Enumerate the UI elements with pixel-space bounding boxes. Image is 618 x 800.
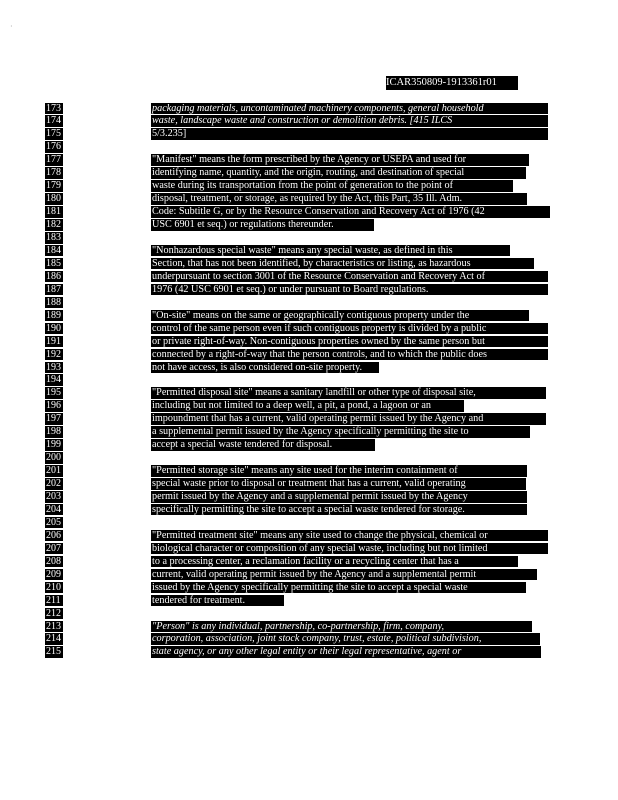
line-number: 176 <box>46 141 61 153</box>
line-text: impoundment that has a current, valid operating permit issued by the Agency and <box>151 413 546 425</box>
line-text: identifying name, quantity, and the origin, routing, and destination of special <box>151 167 526 179</box>
document-line <box>0 180 618 192</box>
line-text: disposal, treatment, or storage, as required by the Act, this Part, 35 Ill. Adm. <box>151 193 527 205</box>
line-number: 202 <box>46 478 61 490</box>
line-number: 200 <box>46 452 61 464</box>
line-text: "Manifest" means the form prescribed by the Agency or USEPA and used for <box>151 154 529 166</box>
line-text: "Permitted treatment site" means any site used to change the physical, chemical or <box>151 530 548 542</box>
line-number: 205 <box>46 516 61 528</box>
line-number: 189 <box>46 309 61 321</box>
document-id-header: ICAR350809-1913361r01 <box>386 76 518 90</box>
line-number: 179 <box>46 180 61 192</box>
document-line <box>0 374 618 386</box>
document-line <box>0 310 618 322</box>
line-number: 215 <box>46 646 61 658</box>
line-number: 195 <box>46 387 61 399</box>
line-number: 204 <box>46 503 61 515</box>
document-line <box>0 232 618 244</box>
line-number: 181 <box>46 206 61 218</box>
document-line <box>0 452 618 464</box>
line-number: 178 <box>46 167 61 179</box>
line-text: underpursuant to section 3001 of the Resource Conservation and Recovery Act of <box>151 271 548 283</box>
line-number: 194 <box>46 374 61 386</box>
line-text: specifically permitting the site to accept a special waste tendered for storage. <box>151 504 527 516</box>
document-line <box>0 633 618 645</box>
line-number: 182 <box>46 219 61 231</box>
line-number: 191 <box>46 335 61 347</box>
line-text: Section, that has not been identified, by characteristics or listing, as hazardous <box>151 258 534 270</box>
line-text: a supplemental permit issued by the Agency specifically permitting the site to <box>151 426 530 438</box>
line-number: 177 <box>46 154 61 166</box>
document-line <box>0 582 618 594</box>
line-number: 203 <box>46 491 61 502</box>
document-line <box>0 530 618 542</box>
line-text: including but not limited to a deep well, a pit, a pond, a lagoon or an <box>151 400 464 412</box>
line-number: 211 <box>45 595 63 607</box>
document-line <box>0 128 618 140</box>
line-number: 193 <box>46 361 61 373</box>
document-line <box>0 413 618 425</box>
line-text: "Nonhazardous special waste" means any special waste, as defined in this <box>151 245 510 257</box>
document-line <box>0 141 618 153</box>
line-number: 198 <box>46 426 61 438</box>
line-number: 201 <box>46 465 61 477</box>
line-number: 213 <box>46 620 61 632</box>
document-line <box>0 167 618 179</box>
line-text: permit issued by the Agency and a supplemental permit issued by the Agency <box>151 491 527 503</box>
line-number: 190 <box>46 322 61 334</box>
line-text: 5/3.235] <box>151 128 548 140</box>
document-line <box>0 297 618 309</box>
line-text: Code: Subtitle G, or by the Resource Conservation and Recovery Act of 1976 (42 <box>151 206 550 218</box>
document-line <box>0 284 618 296</box>
line-number: 175 <box>46 128 61 140</box>
line-text: state agency, or any other legal entity or their legal representative, agent or <box>151 646 541 658</box>
line-text: tendered for treatment. <box>151 595 284 607</box>
document-line <box>0 491 618 503</box>
document-line <box>0 206 618 218</box>
document-line <box>0 646 618 658</box>
line-number: 173 <box>46 102 61 114</box>
line-number: 196 <box>46 400 61 412</box>
line-text: biological character or composition of any special waste, including but not limited <box>151 543 548 555</box>
line-text: "Permitted storage site" means any site used for the interim containment of <box>151 465 527 477</box>
document-line <box>0 271 618 283</box>
document-line <box>0 439 618 451</box>
line-text: 1976 (42 USC 6901 et seq.) or under pursuant to Board regulations. <box>151 284 548 296</box>
line-number: 186 <box>46 270 61 282</box>
document-line <box>0 387 618 399</box>
document-line <box>0 504 618 516</box>
line-text: waste during its transportation from the point of generation to the point of <box>151 180 513 192</box>
document-line <box>0 115 618 127</box>
line-text: current, valid operating permit issued by the Agency and a supplemental permit <box>151 569 537 581</box>
line-text: not have access, is also considered on-site property. <box>151 362 379 374</box>
document-line <box>0 336 618 348</box>
document-line <box>0 556 618 568</box>
line-number: 209 <box>46 568 61 580</box>
line-number: 199 <box>46 439 61 451</box>
document-line <box>0 621 618 633</box>
line-number: 174 <box>46 115 61 127</box>
line-number: 210 <box>46 581 61 593</box>
document-line <box>0 400 618 412</box>
line-text: "Permitted disposal site" means a sanitary landfill or other type of disposal site, <box>151 387 546 399</box>
line-number: 208 <box>46 555 61 567</box>
line-number: 187 <box>46 283 61 295</box>
document-line <box>0 103 618 115</box>
document-line <box>0 154 618 166</box>
line-text: "On-site" means on the same or geographically contiguous property under the <box>151 310 529 322</box>
document-line <box>0 478 618 490</box>
scan-speck: · <box>10 22 13 31</box>
line-number: 184 <box>46 244 61 256</box>
line-number: 185 <box>46 257 61 269</box>
line-text: issued by the Agency specifically permitting the site to accept a special waste <box>151 582 526 594</box>
document-line <box>0 349 618 361</box>
line-number: 188 <box>46 296 61 308</box>
line-text: or private right-of-way. Non-contiguous properties owned by the same person but <box>151 336 548 348</box>
document-line <box>0 517 618 529</box>
document-line <box>0 193 618 205</box>
document-line <box>0 569 618 581</box>
line-text: "Person" is any individual, partnership, co-partnership, firm, company, <box>151 621 532 633</box>
line-text: connected by a right-of-way that the person controls, and to which the public does <box>151 349 548 361</box>
line-text: to a processing center, a reclamation facility or a recycling center that has a <box>151 556 518 568</box>
document-line <box>0 608 618 620</box>
document-line <box>0 245 618 257</box>
line-number: 183 <box>46 232 61 243</box>
line-text: control of the same person even if such contiguous property is divided by a public <box>151 323 548 335</box>
line-text: accept a special waste tendered for disposal. <box>151 439 375 451</box>
line-number: 212 <box>46 607 61 619</box>
line-number: 207 <box>46 542 61 554</box>
line-text: USC 6901 et seq.) or regulations thereunder. <box>151 219 374 231</box>
line-number: 206 <box>46 529 61 541</box>
line-text: special waste prior to disposal or treatment that has a current, valid operating <box>151 478 526 490</box>
document-line <box>0 219 618 231</box>
line-text: packaging materials, uncontaminated machinery components, general household <box>151 103 548 115</box>
document-line <box>0 426 618 438</box>
line-text: waste, landscape waste and construction or demolition debris. [415 ILCS <box>151 115 548 127</box>
document-line <box>0 362 618 374</box>
line-text: corporation, association, joint stock company, trust, estate, political subdivision, <box>151 633 540 645</box>
line-number: 214 <box>46 633 61 645</box>
document-line <box>0 543 618 555</box>
document-line <box>0 595 618 607</box>
line-number: 197 <box>46 413 61 425</box>
document-line <box>0 323 618 335</box>
line-number: 180 <box>46 193 61 205</box>
document-line <box>0 258 618 270</box>
document-line <box>0 465 618 477</box>
line-number: 192 <box>46 348 61 360</box>
